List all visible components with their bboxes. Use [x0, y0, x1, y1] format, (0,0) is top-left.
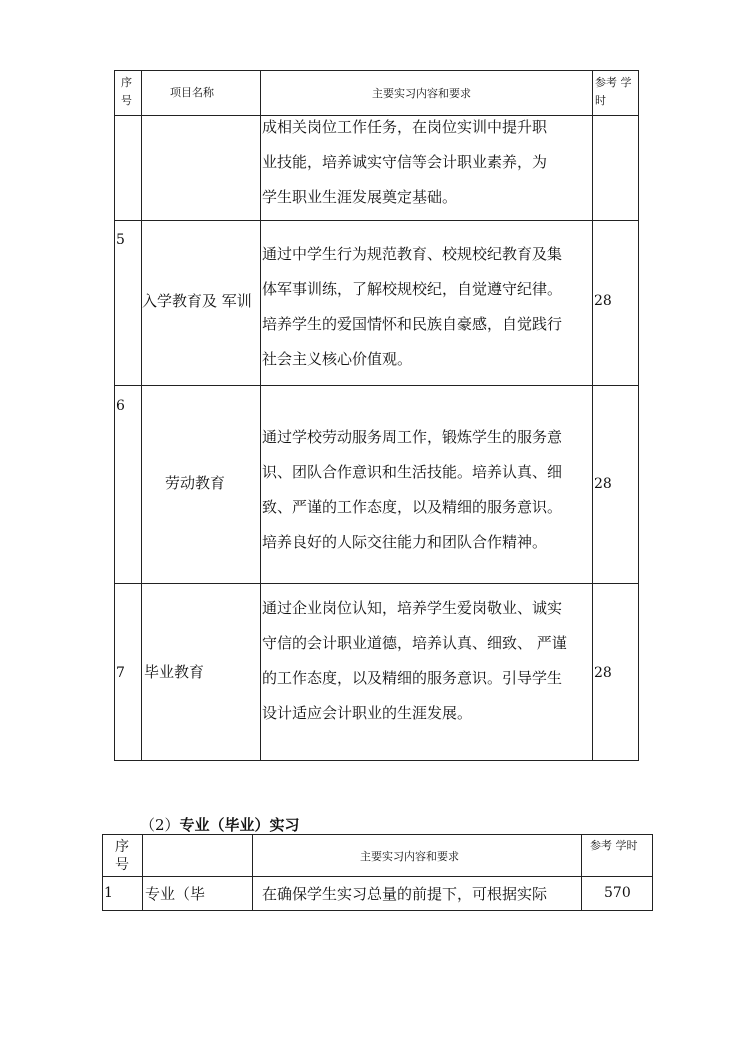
content-line: 培养良好的人际交往能力和团队合作精神。 [262, 533, 548, 551]
row-hours: 28 [594, 476, 612, 492]
row-seq: 1 [104, 885, 113, 901]
table2-header-seq: 号 [115, 857, 129, 873]
table2-border-top [102, 834, 653, 835]
row-hours: 28 [594, 665, 612, 681]
table2-col-divider [142, 834, 143, 911]
row-name: 入学教育及 军训 [142, 292, 252, 310]
table2-header-divider [102, 876, 653, 877]
content-line: 通过学校劳动服务周工作，锻炼学生的服务意 [262, 428, 563, 446]
table2-col-divider [252, 834, 253, 911]
content-line: 识、团队合作意识和生活技能。培养认真、细 [262, 463, 563, 481]
row-hours: 28 [594, 293, 612, 309]
table1-row-divider [114, 385, 639, 386]
table1-header-hours: 参考 学 [595, 76, 632, 89]
table1-col-divider [141, 70, 142, 761]
row-content [262, 420, 602, 560]
row-name: 毕业教育 [144, 663, 205, 681]
continuation-content [262, 110, 602, 215]
content-line: 社会主义核心价值观。 [262, 350, 413, 368]
row-hours: 570 [604, 885, 631, 901]
table2-header-hours: 参考 学时 [590, 839, 638, 852]
table1-header-seq: 号 [121, 94, 132, 107]
row-content [262, 237, 602, 377]
section-prefix: （2） [140, 816, 180, 834]
row-seq: 6 [116, 398, 125, 414]
content-line: 致、严谨的工作态度，以及精细的服务意识。 [262, 498, 563, 516]
row-seq: 5 [116, 232, 125, 248]
table1-row-divider [114, 220, 639, 221]
table1-header-seq: 序 [121, 76, 132, 89]
content-line: 业技能，培养诚实守信等会计职业素养，为 [262, 153, 548, 171]
table1-border-top [114, 70, 639, 71]
section-title [140, 814, 300, 835]
row-name: 专业（毕 [145, 885, 206, 903]
table1-border-right [638, 70, 639, 761]
table1-header-name: 项目名称 [170, 86, 214, 99]
content-line: 通过中学生行为规范教育、校规校纪教育及集 [262, 245, 563, 263]
section-heading: 专业（毕业）实习 [179, 816, 300, 834]
table2-header-content: 主要实习内容和要求 [360, 850, 459, 863]
table1-row-divider [114, 583, 639, 584]
table1-header-hours: 时 [595, 94, 606, 107]
table2-border-left [102, 834, 103, 911]
content-line: 体军事训练，了解校规校纪，自觉遵守纪律。 [262, 280, 563, 298]
table2-header-seq: 序 [115, 839, 129, 855]
content-line: 守信的会计职业道德，培养认真、细致、 严谨 [262, 634, 567, 652]
table1-header-content: 主要实习内容和要求 [372, 87, 471, 100]
table2-border-right [652, 834, 653, 911]
table1-border-bottom [114, 760, 639, 761]
row-content [262, 591, 602, 731]
row-name: 劳动教育 [165, 474, 226, 492]
table2-col-divider [581, 834, 582, 911]
row-seq: 7 [116, 665, 125, 681]
content-line: 的工作态度，以及精细的服务意识。引导学生 [262, 669, 563, 687]
table2-border-bottom [102, 910, 653, 911]
content-line: 设计适应会计职业的生涯发展。 [262, 704, 473, 722]
content-line: 成相关岗位工作任务，在岗位实训中提升职 [262, 118, 548, 136]
content-line: 培养学生的爱国情怀和民族自豪感，自觉践行 [262, 315, 563, 333]
content-line: 学生职业生涯发展奠定基础。 [262, 188, 458, 206]
row-content: 在确保学生实习总量的前提下，可根据实际 [262, 885, 548, 903]
table1-col-divider [260, 70, 261, 761]
content-line: 通过企业岗位认知，培养学生爱岗敬业、诚实 [262, 599, 563, 617]
table1-border-left [114, 70, 115, 761]
